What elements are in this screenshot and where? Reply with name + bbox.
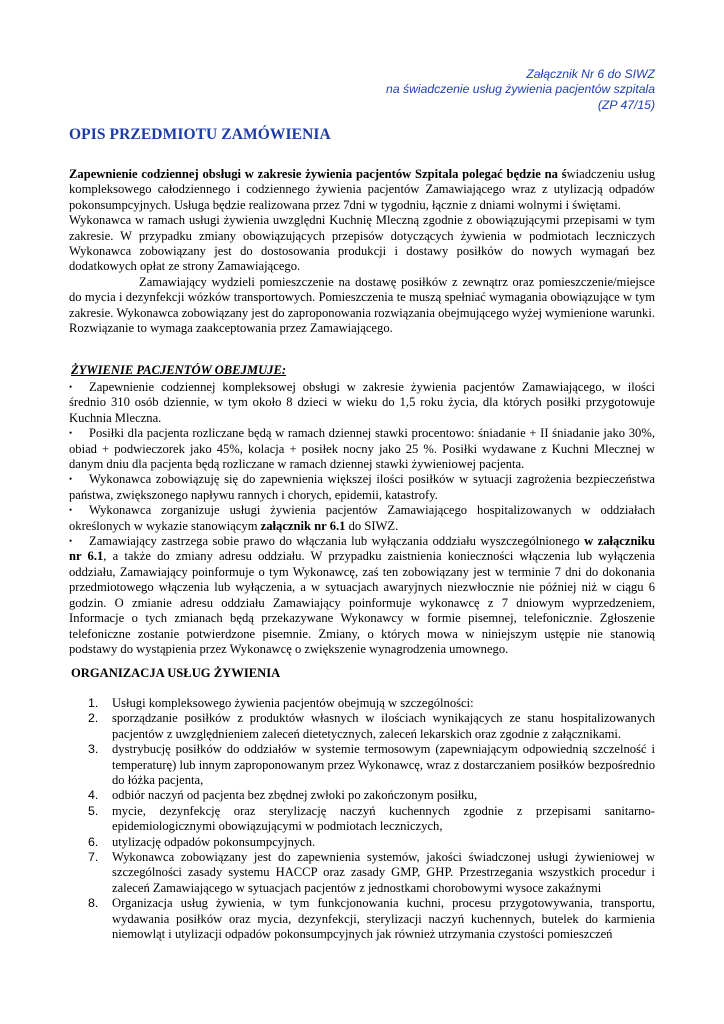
intro-paragraph-2: Wykonawca w ramach usługi żywienia uwzględni Kuchnię Mleczną zgodnie z obowiązującymi przepisami w tym zakresie. W przypadku zmiany obowiązujących przepisów dotyczących żywienia w podmiotach leczniczych Wykonawca zobowiązany jest do dostosowania produkcji i dostawy posiłków do nowych wymagań bez dodatkowych opłat ze strony Zamawiającego. [69, 213, 655, 274]
bullet-icon: • [69, 474, 73, 485]
item-number: 3. [88, 742, 99, 757]
organizacja-heading: ORGANIZACJA USŁUG ŻYWIENIA [71, 666, 281, 680]
item-text: odbiór naczyń od pacjenta bez zbędnej zwłoki po zakończonym posiłku, [112, 788, 478, 803]
item-number: 1. [88, 696, 99, 710]
item-text: mycie, dezynfekcję oraz sterylizację naczyń kuchennych zgodnie z przepisami sanitarno-epidemiologicznymi obowiązującymi w podmiotach leczniczych, [112, 803, 655, 834]
item-text: Wykonawca zobowiązany jest do zapewnienia systemów, jakości świadczonej usługi żywieniowej w szczególności zasady systemu HACCP oraz zasady GMP, GHP. Przestrzegania wszystkich procedur i zaleceń Zamawiającego w sytuacjach pacjentów z jednostkami chorobowymi wysoce zakaźnymi [112, 850, 655, 895]
header-line-3: (ZP 47/15) [597, 97, 655, 112]
item-number: 8. [88, 896, 99, 911]
numbered-item [69, 850, 655, 896]
bullet-icon: • [69, 536, 73, 547]
intro-paragraph-3: Zamawiający wydzieli pomieszczenie na dostawę posiłków z zewnątrz oraz pomieszczenie/miejsce do mycia i dezynfekcji wózków transportowych. Pomieszczenia te muszą spełniać wymagania obowiązujące w tym zakresie. Wykonawca zobowiązany jest do zaproponowania rozwiązania obejmującego wyżej wymienione warunki. Rozwiązanie to wymaga zaakceptowania przez Zamawiającego. [69, 274, 655, 336]
numbered-item [69, 896, 655, 942]
bullet-text: Posiłki dla pacjenta rozliczane będą w ramach dziennej stawki procentowo: śniadanie + II śniadanie jako 30%, obiad + podwieczorek jako 45%, kolacja + posiłek nocny jako 25 %. Posiłki wydawane z Kuchni Mlecznej w danym dniu dla pacjenta będą rozliczane w ramach dziennej stawki żywieniowej pacjenta. [69, 426, 655, 472]
numbered-item [69, 711, 655, 742]
bullet-item [69, 426, 655, 472]
numbered-item [69, 788, 655, 803]
item-text: sporządzanie posiłków z produktów własnych w ilościach wynikających ze stanu hospitalizowanych pacjentów z uwzględnieniem zaleceń dietetycznych, zaleceń lekarskich oraz zgodnie z załącznikami. [112, 711, 655, 741]
zywienie-bullet-list [69, 380, 655, 657]
item-text: utylizację odpadów pokonsumpcyjnych. [112, 834, 316, 849]
numbered-item [69, 742, 655, 788]
bullet-item [69, 503, 655, 534]
item-number: 6. [88, 834, 99, 849]
intro-paragraph-1 [69, 167, 655, 213]
bullet-icon: • [69, 428, 73, 439]
item-number: 5. [88, 803, 99, 818]
bullet-text: Zamawiający zastrzega sobie prawo do włączania lub wyłączania oddziału wyszczególnionego [89, 534, 585, 549]
item-number: 4. [88, 788, 99, 803]
item-text: Usługi kompleksowego żywienia pacjentów obejmują w szczególności: [112, 696, 474, 710]
bullet-text-end: , a także do zmiany adresu oddziału. W przypadku zaistnienia konieczności włączenia lub wyłączenia oddziału, Zamawiający poinformuje o tym Wykonawcę, zaś ten zobowiązany jest w terminie 7 dni do dokonania przedmiotowego włączenia lub wyłączenia, a w sytuacjach awaryjnych niezwłocznie nie później niż w ciągu 6 godzin. O zmianie adresu oddziału Zamawiający poinformuje wykonawcę z 7 dniowym wyprzedzeniem, Informacje o tych zmianach będą przekazywane Wykonawcy w formie pisemnej, telefonicznie. Zgłoszenie telefoniczne zostanie potwierdzone pisemnie. Zmiany, o których mowa w niniejszym ustępie nie stanowią podstawy do wystąpienia przez Wykonawcę o zwiększenie wynagrodzenia umownego. [69, 549, 655, 656]
header-line-2: na świadczenie usług żywienia pacjentów szpitala [386, 82, 655, 97]
numbered-item [69, 804, 655, 835]
bullet-icon: • [69, 505, 73, 516]
intro-section [69, 167, 655, 336]
bullet-text: Zapewnienie codziennej kompleksowej obsługi w zakresie żywienia pacjentów Zamawiającego, w ilości średnio 310 osób dziennie, w tym około 8 dzieci w wieku do 1,5 roku życia, dla których posiłki przygotowuje Kuchnia Mleczna. [69, 380, 655, 425]
bullet-bold-ref: w załączniku nr 6.1 [69, 534, 655, 564]
organizacja-numbered-list [69, 696, 655, 943]
document-title: OPIS PRZEDMIOTU ZAMÓWIENIA [69, 126, 331, 143]
item-number: 7. [88, 850, 99, 865]
item-text: dystrybucję posiłków do oddziałów w systemie termosowym (zapewniającym odpowiednią szczelność i temperaturę) lub innym zaproponowanym przez Wykonawcę, wraz z dostarczaniem posiłków bezpośrednio do łóżka pacjenta, [112, 742, 655, 788]
bullet-item [69, 472, 655, 503]
item-number: 2. [88, 711, 99, 726]
bullet-icon: • [69, 382, 73, 392]
bullet-text: Wykonawca zobowiązuję się do zapewnienia większej ilości posiłków w sytuacji zagrożenia bezpieczeństwa państwa, zwiększonego napływu rannych i chorych, epidemii, katastrofy. [69, 472, 655, 502]
zywienie-heading: ŻYWIENIE PACJENTÓW OBEJMUJE: [71, 363, 287, 377]
numbered-item [69, 696, 655, 711]
bullet-item [69, 534, 655, 657]
bullet-item [69, 380, 655, 426]
intro-p1-rest: wiadczeniu usług kompleksowego całodziennego i codziennego żywienia pacjentów Zamawiającego wraz z utylizacją odpadów pokonsumpcyjnych. Usługa będzie realizowana przez 7dni w tygodniu, łącznie z dniami wolnymi i świętami. [69, 167, 655, 212]
intro-bold-lead: Zapewnienie codziennej obsługi w zakresie żywienia pacjentów Szpitala polegać będzie na ś [69, 167, 567, 181]
bullet-text-end: do SIWZ. [345, 518, 399, 533]
bullet-bold-ref: załącznik nr 6.1 [260, 518, 346, 533]
attachment-header [386, 67, 655, 113]
bullet-text: Wykonawca zorganizuje usługi żywienia pacjentów Zamawiającego hospitalizowanych w oddziałach określonych w wykazie stanowiącym [69, 503, 655, 533]
header-line-1: Załącznik Nr 6 do SIWZ [526, 67, 655, 81]
numbered-item [69, 835, 655, 850]
item-text: Organizacja usług żywienia, w tym funkcjonowania kuchni, procesu przygotowywania, transportu, wydawania posiłków oraz mycia, dezynfekcji, sterylizacji naczyń kuchennych, butelek do karmienia niemowląt i utylizacji odpadów pokonsumpcyjnych jak również utrzymania czystości pomieszczeń [112, 896, 655, 942]
